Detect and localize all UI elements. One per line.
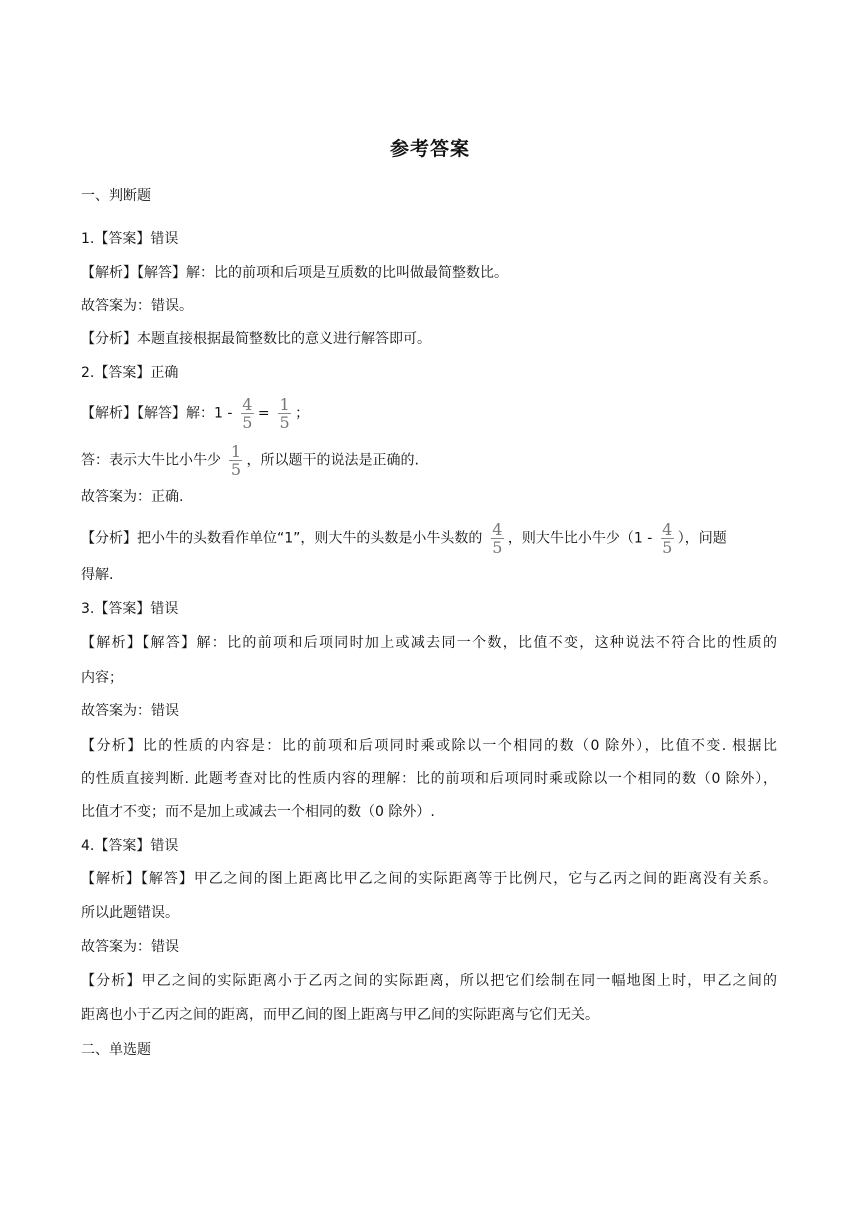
analysis-text: 【解析】【解答】解：1 -: [81, 405, 233, 422]
section-heading: 一、判断题: [81, 188, 151, 204]
answer-line: 1.【答案】错误: [81, 231, 179, 247]
reasoning-line: 比值才不变；而不是加上或减去一个相同的数（0 除外）.: [81, 804, 435, 820]
fraction: $\frac{4}{5}$: [662, 520, 673, 557]
analysis-line: 所以此题错误。: [81, 905, 179, 921]
reasoning-line: 距离也小于乙丙之间的距离，而甲乙间的图上距离与甲乙间的实际距离与它们无关。: [81, 1007, 599, 1023]
reasoning-line: 【分析】把小牛的头数看作单位“1”，则大牛的头数是小牛头数的 $\frac{4}{5}$ ，则大牛比小牛少（1 - $\frac{4}{5}$ ），问题: [81, 520, 727, 557]
analysis-line: 【解析】【解答】解：比的前项和后项同时加上或减去同一个数，比值不变，这种说法不符合比的性质的: [81, 635, 777, 651]
reasoning-line: 【分析】甲乙之间的实际距离小于乙丙之间的实际距离，所以把它们绘制在同一幅地图上时，甲乙之间的: [81, 973, 777, 989]
answer-line: 4.【答案】错误: [81, 838, 179, 854]
answer-line: 3.【答案】错误: [81, 601, 179, 617]
analysis-line: 【解析】【解答】解：1 - $\frac{4}{5}$ = $\frac{1}{5}$ ；: [81, 395, 310, 432]
fraction: $\frac{1}{5}$: [230, 442, 242, 479]
fraction: $\frac{4}{5}$: [242, 395, 253, 432]
page-title: 参考答案: [389, 138, 470, 160]
conclusion-line: 故答案为：错误: [81, 703, 179, 719]
conclusion-line: 故答案为：错误: [81, 939, 179, 955]
fraction: $\frac{1}{5}$: [279, 395, 290, 432]
conclusion-line: 故答案为：正确.: [81, 489, 184, 505]
fraction: $\frac{4}{5}$: [492, 520, 503, 557]
reasoning-line: 的性质直接判断. 此题考查对比的性质内容的理解：比的前项和后项同时乘或除以一个相同的数（0 除外），: [81, 771, 777, 787]
answer-line: 2.【答案】正确: [81, 365, 179, 381]
reasoning-line: 【分析】本题直接根据最简整数比的意义进行解答即可。: [81, 331, 431, 347]
analysis-line: 内容；: [81, 670, 123, 686]
analysis-line: 【解析】【解答】解：比的前项和后项是互质数的比叫做最简整数比。: [81, 265, 508, 281]
reasoning-line: 【分析】比的性质的内容是：比的前项和后项同时乘或除以一个相同的数（0 除外），比值不变. 根据比: [81, 738, 777, 754]
analysis-line: 【解析】【解答】甲乙之间的图上距离比甲乙之间的实际距离等于比例尺，它与乙丙之间的距离没有关系。: [81, 871, 777, 887]
answer-statement-line: 答：表示大牛比小牛少 $\frac{1}{5}$ ，所以题干的说法是正确的.: [81, 442, 419, 479]
reasoning-line: 得解.: [81, 567, 114, 583]
conclusion-line: 故答案为：错误。: [81, 298, 193, 314]
section-heading: 二、单选题: [81, 1042, 151, 1058]
